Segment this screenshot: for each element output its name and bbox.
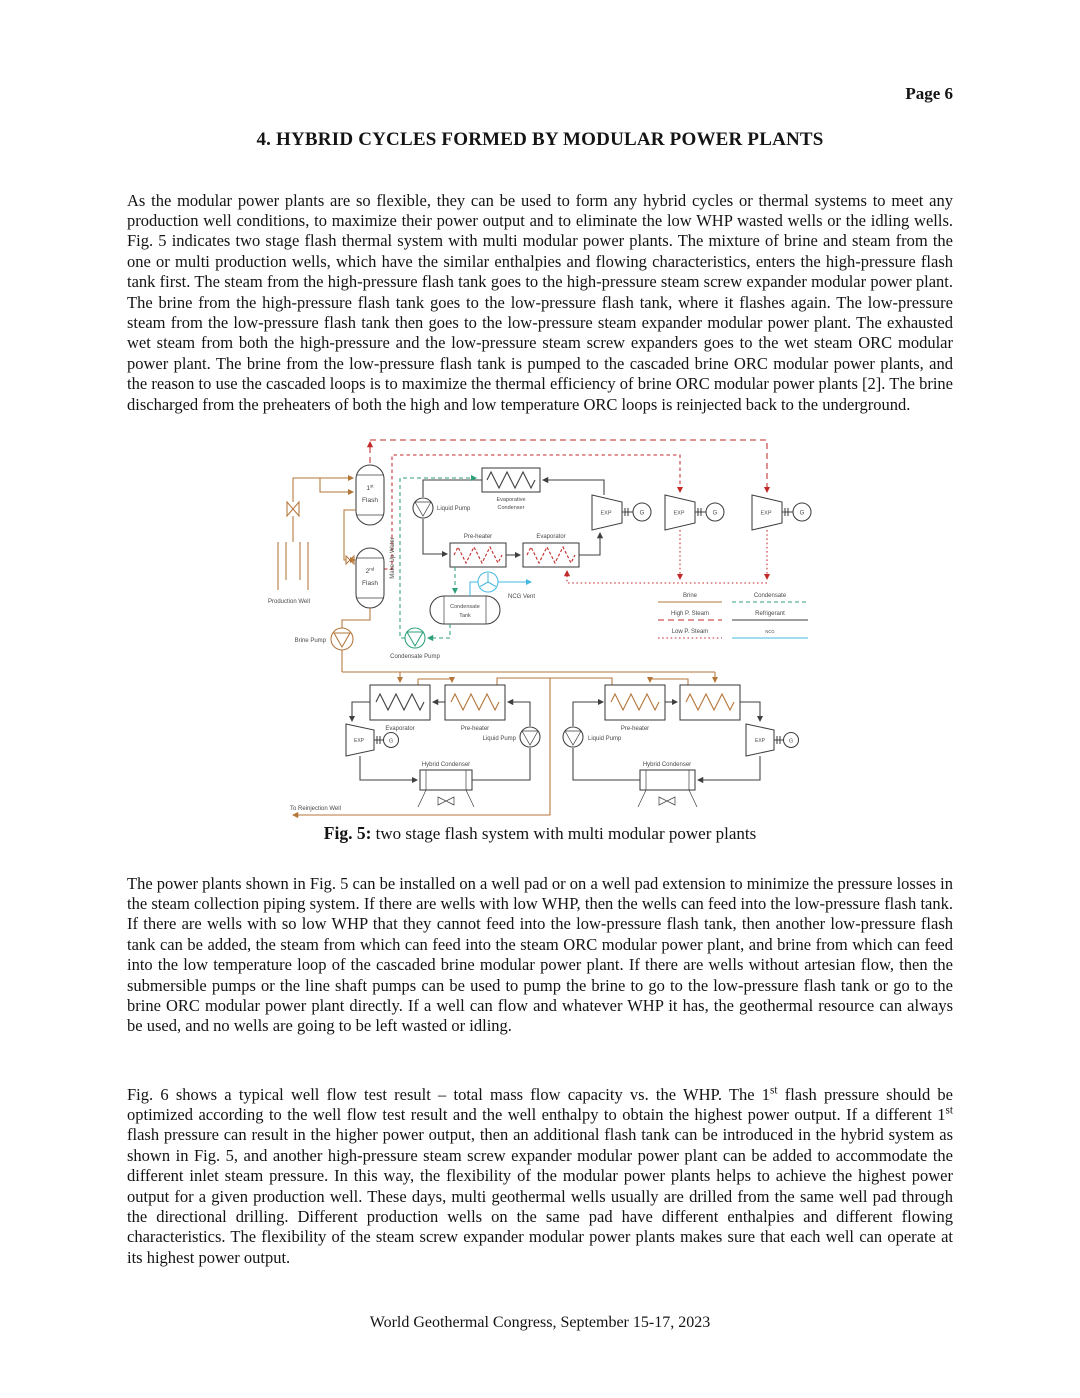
paragraph-1: As the modular power plants are so flexible, they can be used to form any hybrid cycles or thermal systems to meet any production well conditions, to maximize their power output and to eliminate the low WHP wasted wells or the idling wells. Fig. 5 indicates two stage flash thermal system with multi modular power plants. The mixture of brine and steam from the one or multi production wells, which have the similar enthalpies and flowing characteristics, enters the high-pressure flash tank first. The steam from the high-pressure flash tank goes to the high-pressure steam screw expander modular power plant. The brine from the high-pressure flash tank goes to the low-pressure flash tank, where it flashes again. The low-pressure steam from the low-pressure flash tank then goes to the low-pressure steam expander modular power plant. The exhausted wet steam from both the high-pressure and the low-pressure steam screw expanders goes to the wet steam ORC modular power plant. The brine from the low-pressure flash tank is pumped to the cascaded brine ORC modular power plants, and the reason to use the cascaded loops is to maximize the thermal efficiency of brine ORC modular power plants [2]. The brine discharged from the preheaters of both the high and low temperature ORC loops is reinjected back to the underground. [127, 190, 953, 414]
exp5-label: EXP [754, 738, 766, 744]
exhaust-wet-steam-line [567, 530, 767, 583]
production-well-label: Production Well [268, 599, 310, 605]
flash-tank-2 [356, 548, 384, 608]
production-well [268, 478, 353, 605]
condensate-tank-label2: Tank [459, 613, 471, 619]
gen3-label: G [799, 510, 805, 517]
flash1-word-label: Flash [362, 497, 378, 504]
flash-tank-1 [356, 465, 384, 525]
evaporative-condenser-label1: Evaporative [496, 497, 526, 503]
liquid-pump-top-label: Liquid Pump [437, 506, 471, 512]
flash2-word-label: Flash [362, 580, 378, 587]
exp2-label: EXP [673, 510, 685, 517]
paragraph-3-sup2: st [945, 1104, 953, 1117]
evaporator-bottom-right [680, 685, 740, 720]
footer: World Geothermal Congress, September 15-17, 2023 [369, 1314, 711, 1331]
flash2-inlet-valve-icon [346, 556, 354, 564]
exp1-label: EXP [600, 510, 612, 517]
evaporator-bl-label: Evaporator [385, 726, 415, 732]
condenser-fan-icon [659, 797, 675, 805]
to-reinjection-well-label: To Reinjection Well [290, 806, 341, 812]
condensate-tank-label1: Condensate [450, 604, 480, 610]
evaporator-bottom-left [370, 685, 430, 732]
paragraph-3-sup1: st [770, 1084, 778, 1096]
paragraph-2: The power plants shown in Fig. 5 can be installed on a well pad or on a well pad extension to minimize the pressure losses in the steam collection piping system. If there are wells with low WHP, then the wells can feed into the low-pressure flash tank. If there are wells with so low WHP that they cannot feed into the low-pressure flash tank, then another low-pressure flash tank can be added, the steam from which can feed into the steam ORC modular power plant, and brine from which can feed into the low temperature loop of the cascaded brine modular power plant. If there are wells without artesian flow, then the submersible pumps or the line shaft pumps can be used to pump the brine to go to the low-pressure flash tank or go to the brine ORC modular power plant directly. If a well can flow and whatever WHP it has, the geothermal resource can always be used, and no wells are going to be left wasted or idling. [127, 873, 953, 1036]
fan-icon [480, 573, 496, 587]
fig5-diagram [260, 430, 822, 828]
flash2-number-label: 2nd [365, 566, 375, 575]
high-pressure-steam-line [370, 440, 767, 492]
figure-caption-text: two stage flash system with multi modular power plants [371, 824, 757, 843]
expander-1 [592, 495, 651, 530]
liquid-pump-bl-label: Liquid Pump [482, 736, 516, 742]
condensate-pump-label: Condensate Pump [390, 654, 440, 660]
paragraph-3-part2: flash pressure should be optimized according to the well flow test result and the well enthalpy to obtain the highest power output. If a different 1 [127, 1084, 953, 1124]
legend-ncg-label: NCG [765, 629, 775, 634]
figure-legend [658, 593, 808, 638]
expander-2 [665, 495, 724, 530]
gen4-label: G [388, 738, 394, 745]
flash1-number-label: 1st [366, 483, 374, 492]
paragraph-3 [127, 1085, 953, 1269]
liquid-pump-br-label: Liquid Pump [588, 736, 622, 742]
gen1-label: G [639, 510, 645, 517]
pre-heater-bottom-left [445, 685, 505, 732]
condensate-tank [430, 596, 500, 624]
legend-brine-label: Brine [682, 593, 698, 599]
gen5-label: G [788, 738, 794, 745]
hybrid-condenser-left-label: Hybrid Condenser [421, 762, 471, 768]
liquid-pump-top [413, 498, 471, 518]
exp3-label: EXP [760, 510, 772, 517]
figure-caption-label: Fig. 5: [323, 823, 372, 843]
paragraph-3-part1: Fig. 6 shows a typical well flow test result – total mass flow capacity vs. the WHP. The 1 [127, 1084, 770, 1104]
hybrid-condenser-right-label: Hybrid Condenser [642, 762, 692, 768]
section-title: 4. HYBRID CYCLES FORMED BY MODULAR POWER PLANTS [256, 129, 824, 150]
pre-heater-br-label: Pre-heater [620, 726, 650, 732]
expander-3 [752, 495, 811, 530]
legend-low-p-steam-label: Low P. Steam [671, 629, 709, 635]
hybrid-condenser-right [638, 762, 697, 807]
figure-caption [127, 823, 953, 844]
make-up-water-label: Make Up Water [390, 537, 396, 579]
gen2-label: G [712, 510, 718, 517]
page-number: Page 6 [905, 84, 953, 103]
condenser-fan-icon [438, 797, 454, 805]
pre-heater-top-label: Pre-heater [463, 534, 493, 540]
pre-heater-top [450, 534, 506, 567]
exp4-label: EXP [353, 738, 365, 744]
evaporative-condenser-label2: Condenser [497, 505, 525, 511]
brine-pump [295, 608, 370, 672]
evaporative-condenser [482, 468, 540, 511]
pre-heater-bl-label: Pre-heater [460, 726, 490, 732]
paragraph-3-part3: flash pressure can result in the higher power output, then an additional flash tank can be introduced in the hybrid system as shown in Fig. 5, and another high-pressure steam screw expander modular power plant can be added to accommodate the different inlet steam pressure. In this way, the flexibility of the modular power plants helps to achieve the highest power output for a given production well. These days, multi geothermal wells usually are drilled from the same well pad through the directional drilling. Different production wells on the same pad have different enthalpies and different flowing characteristics. The flexibility of the steam screw expander modular power plants makes sure that each well can operate at its highest power output. [127, 1125, 953, 1267]
hybrid-condenser-left [418, 762, 474, 807]
evaporator-top [523, 534, 579, 567]
ncg-vent-label: NCG Vent [508, 594, 536, 600]
evaporator-top-label: Evaporator [536, 534, 566, 540]
legend-refrigerant-label: Refrigerant [755, 611, 785, 617]
flash1-to-flash2-brine [344, 510, 356, 564]
wellhead-valve-icon [287, 502, 299, 516]
brine-pump-label: Brine Pump [294, 638, 326, 644]
pre-heater-bottom-right [605, 685, 665, 732]
legend-condensate-label: Condensate [753, 593, 787, 599]
legend-high-p-steam-label: High P. Steam [671, 611, 709, 617]
condensate-pump [390, 624, 450, 660]
